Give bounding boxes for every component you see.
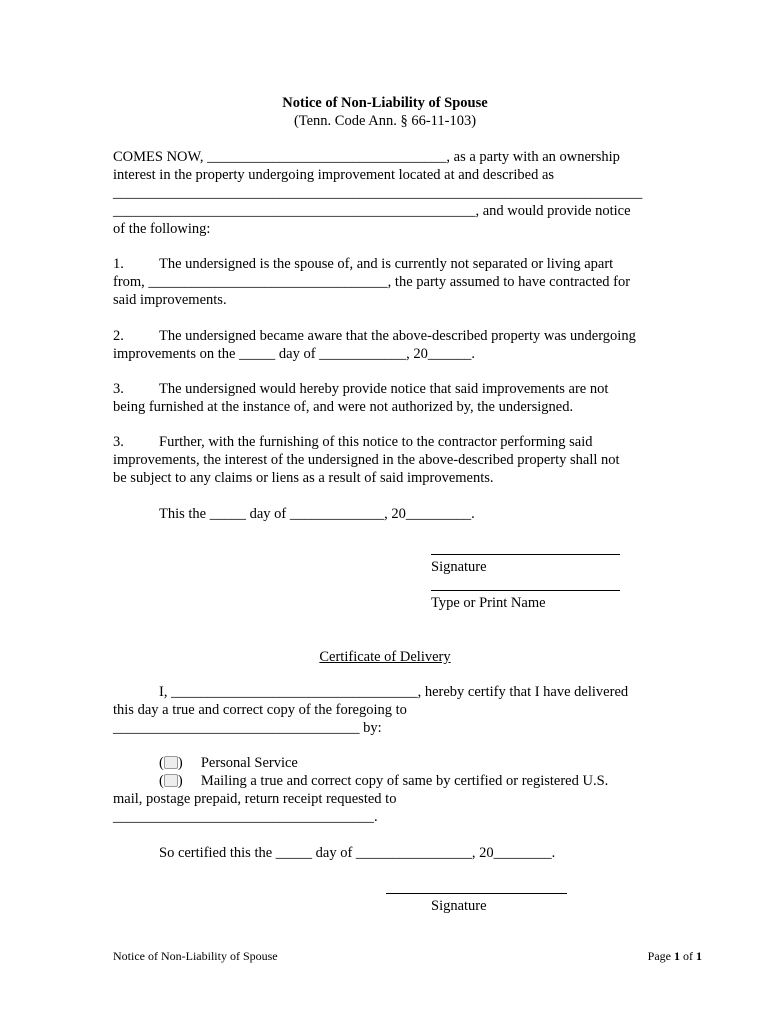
page-word: Page	[647, 949, 671, 963]
mailing-checkbox[interactable]	[164, 774, 178, 787]
footer-page-number	[648, 948, 702, 964]
item-3-line-1	[113, 380, 608, 398]
page-total: 1	[696, 949, 702, 963]
item-1-line-1	[113, 255, 613, 273]
document-title: Notice of Non-Liability of Spouse	[282, 95, 488, 111]
personal-service-label: Personal Service	[200, 755, 298, 771]
mailing-line-3: ____________________________________.	[113, 809, 378, 825]
item-2-line-2: improvements on the _____ day of ____________, 20______.	[113, 346, 476, 362]
item-number: 1.	[113, 256, 124, 272]
certificate-signature-label: Signature	[431, 898, 487, 914]
item-number: 3.	[113, 434, 124, 450]
footer-title: Notice of Non-Liability of Spouse	[113, 949, 278, 963]
item-text: The undersigned is the spouse of, and is currently not separated or living apart	[159, 256, 614, 272]
document-subtitle: (Tenn. Code Ann. § 66-11-103)	[293, 113, 477, 129]
certificate-title: Certificate of Delivery	[319, 649, 451, 665]
item-4-line-1	[113, 433, 593, 451]
item-text: Further, with the furnishing of this notice to the contractor performing said	[159, 434, 593, 450]
intro-line-4: __________________________________________________, and would provide notice	[113, 203, 631, 219]
intro-line-5: of the following:	[113, 221, 211, 237]
intro-line-1: COMES NOW, _________________________________, as a party with an ownership	[113, 149, 620, 165]
certificate-signature-line	[386, 893, 567, 894]
certificate-line-3: __________________________________ by:	[113, 720, 382, 736]
intro-line-2: interest in the property undergoing improvement located at and described as	[113, 167, 555, 183]
item-2-line-1	[113, 327, 636, 345]
option-personal-service: ( ) Personal Service	[159, 755, 298, 771]
print-name-label: Type or Print Name	[431, 595, 546, 611]
item-1-line-3: said improvements.	[113, 292, 227, 308]
dated-line: This the _____ day of _____________, 20_________.	[159, 506, 475, 522]
page-current: 1	[674, 949, 680, 963]
signature-label: Signature	[431, 559, 487, 575]
print-name-line	[431, 590, 620, 591]
mailing-label: Mailing a true and correct copy of same by certified or registered U.S.	[200, 773, 609, 789]
personal-service-checkbox[interactable]	[164, 756, 178, 769]
item-number: 3.	[113, 381, 124, 397]
item-4-line-3: be subject to any claims or liens as a result of said improvements.	[113, 470, 494, 486]
certificate-line-2: this day a true and correct copy of the foregoing to	[113, 702, 407, 718]
certificate-line-1: I, __________________________________, hereby certify that I have delivered	[159, 684, 629, 700]
item-1-line-2: from, _________________________________, the party assumed to have contracted for	[113, 274, 631, 290]
mailing-line-2: mail, postage prepaid, return receipt requested to	[113, 791, 397, 807]
item-4-line-2: improvements, the interest of the undersigned in the above-described property shall not	[113, 452, 620, 468]
signature-line	[431, 554, 620, 555]
item-text: The undersigned became aware that the above-described property was undergoing	[159, 328, 636, 344]
item-text: The undersigned would hereby provide notice that said improvements are not	[159, 381, 609, 397]
item-3-line-2: being furnished at the instance of, and were not authorized by, the undersigned.	[113, 399, 574, 415]
page-of: of	[683, 949, 693, 963]
item-number: 2.	[113, 328, 124, 344]
option-mailing: ( ) Mailing a true and correct copy of same by certified or registered U.S.	[159, 773, 609, 789]
certified-line: So certified this the _____ day of ________________, 20________.	[159, 845, 556, 861]
intro-line-3: _________________________________________________________________________	[113, 185, 643, 201]
